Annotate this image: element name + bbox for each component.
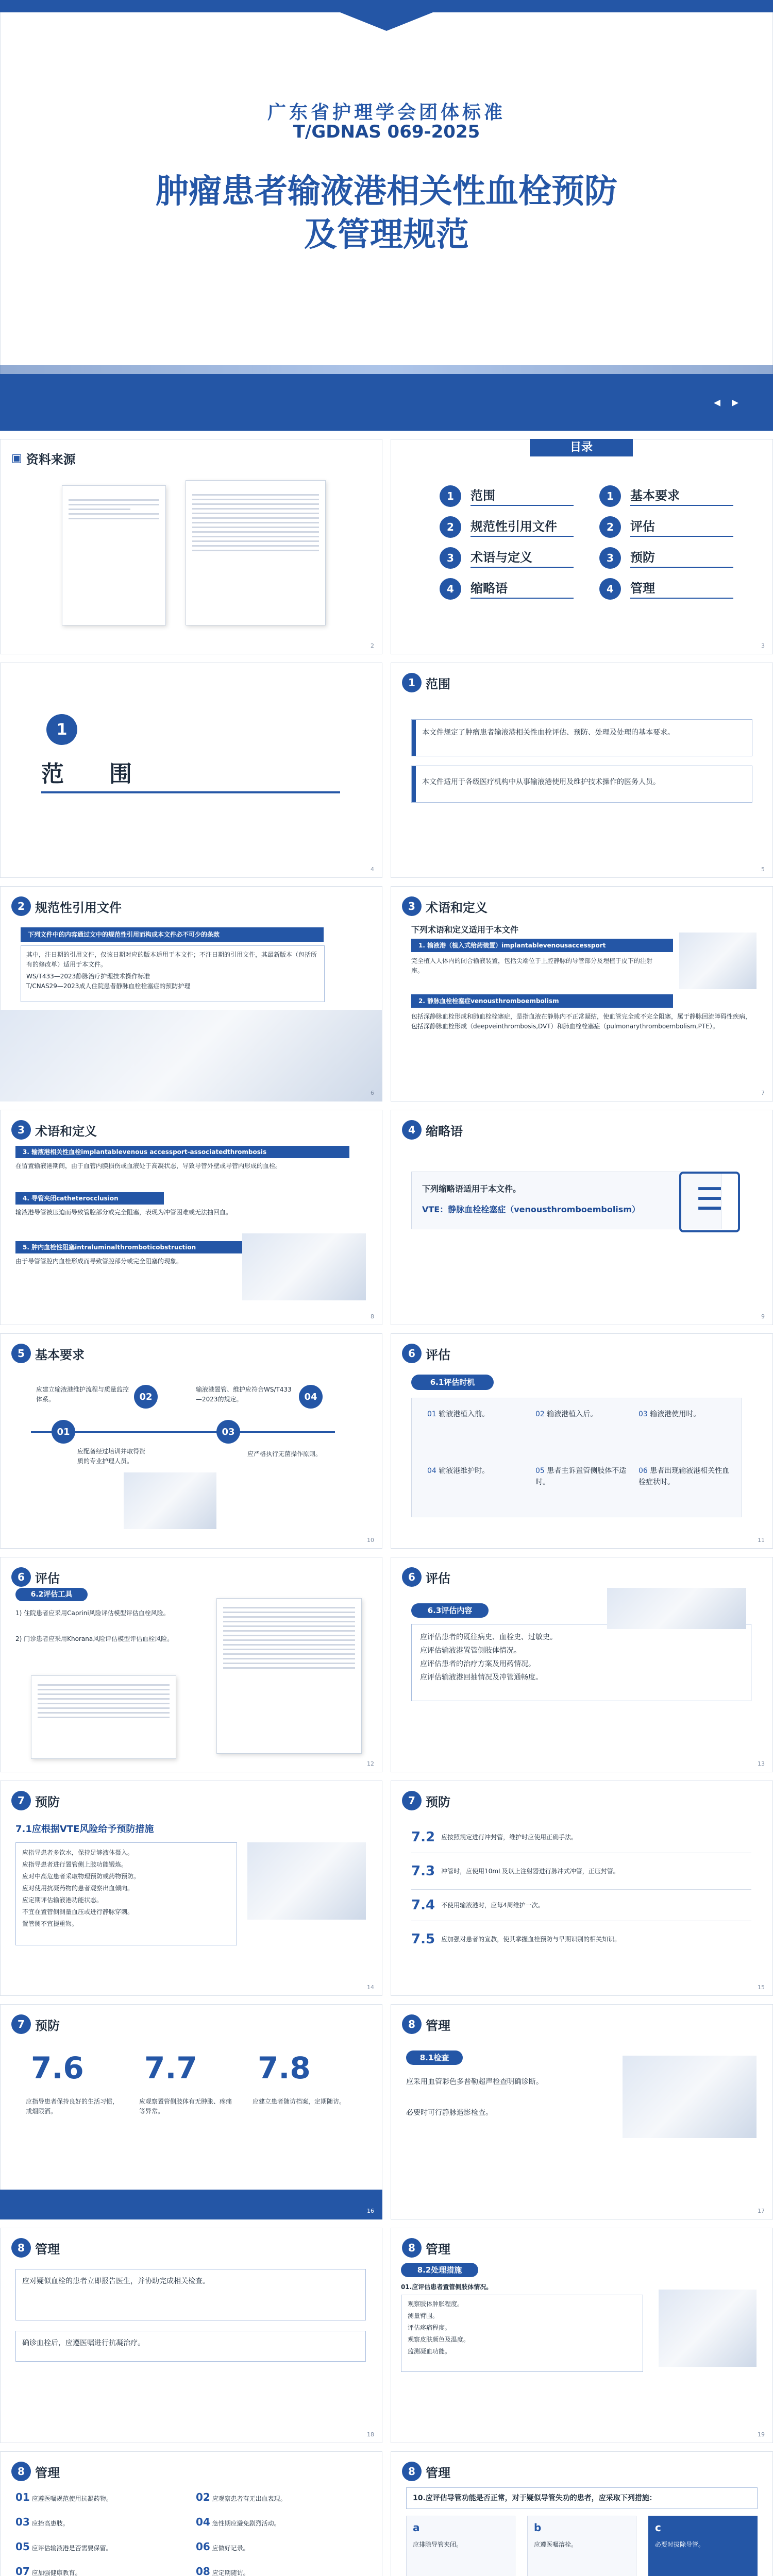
toc-item[interactable]: 4 管理 [599,578,733,600]
basic-slide: 5 基本要求 01 应配备经过培训并取得资质的专业护理人员。 02 应建立输液港维护流程与质量监控体系。 03 应严格执行无菌操作原则。 04 输液港置管、维护应符合WS/T433—2023的规定。 10 [0,1333,382,1549]
scope-slide: 1 范围 本文件规定了肿瘤患者输液港相关性血栓评估、预防、处理及处理的基本要求。 本文件适用于各级医疗机构中从事输液港使用及维护技术操作的医务人员。 5 [391,663,773,878]
section-number: 1 [46,714,77,745]
assess2-slide: 6 评估 6.2评估工具 1) 住院患者应采用Caprini风险评估模型评估血栓风险。 2) 门诊患者应采用Khorana风险评估模型评估血栓风险。 12 [0,1557,382,1772]
section-cover-slide: 1 范 围 4 [0,663,382,878]
toc-item[interactable]: 2 评估 [599,516,733,538]
medical-photo [0,1010,382,1101]
medical-photo [623,2056,757,2138]
vein-illustration [679,933,757,989]
terms2-slide: 3 术语和定义 3. 输液港相关性血栓implantablevenous accessport-associatedthrombosis 在留置输液港期间，由于血管内膜损伤或血液处于高凝状态，导致导管外壁或导管内形成的血栓。 4. 导管夹闭catheterocclusion 输液港导管被压迫而导致管腔部分或完全阻塞，表现为冲管困难或无法抽回血。 5. 肿内血栓性阻塞intraluminalthromboticobstruction 由于导管管腔内血栓形成而导致管腔部分或完全阻塞的现象。 8 [0,1110,382,1325]
toc-slide: 目录 1 范围 1 基本要求 2 规范性引用文件 2 评估 3 术语与定义 3 预防 4 缩略语 4 管理 3 [391,439,773,654]
vein-illustration [242,1233,366,1300]
toc-item[interactable]: 1 范围 [440,485,574,507]
abbr-slide: 4 缩略语 下列缩略语适用于本文件。 VTE：静脉血栓栓塞症（venousthromboembolism） ☰ 9 [391,1110,773,1325]
toc-item[interactable]: 3 术语与定义 [440,547,574,569]
document-page-image [186,480,326,625]
mgmt1-slide: 8 管理 8.1检查 应采用血管彩色多普勒超声检查明确诊断。 必要时可行静脉造影检查。 17 [391,2004,773,2219]
top-banner [0,0,773,31]
assess3-slide: 6 评估 6.3评估内容 应评估患者的既往病史、血栓史、过敏史。 应评估输液港置管侧肢体情况。 应评估患者的治疗方案及用药情况。 应评估输液港回抽情况及冲管通畅度。 13 [391,1557,773,1772]
toc-item[interactable]: 2 规范性引用文件 [440,516,574,538]
source-slide: ▣ 资料来源 2 [0,439,382,654]
timeline [31,1431,335,1433]
mgmt5-slide: 8 管理 10.应评估导管功能是否正常，对于疑似导管失功的患者，应采取下列措施： a 应排除导管夹闭。 b 应遵医嘱溶栓。 c 必要时拔除导管。 [391,2451,773,2576]
toc-item[interactable]: 4 缩略语 [440,578,574,600]
medical-photo [124,1472,216,1529]
option-a: a 应排除导管夹闭。 [406,2516,515,2576]
mgmt5-head-box: 10.应评估导管功能是否正常，对于疑似导管失功的患者，应采取下列措施： [406,2487,758,2509]
prev2-slide: 7 预防 7.2 应按照规定进行冲封管，维护时应使用正确手法。 7.3 冲管时，应使用10mL及以上注射器进行脉冲式冲管，正压封管。 7.4 不使用输液港时，应每4周维护一次。 7.5 应加强对患者的宣教，使其掌握血栓预防与早期识别的相关知识。 15 [391,1781,773,1996]
medical-photo [607,1588,746,1629]
mgmt2-slide: 8 管理 应对疑似血栓的患者立即报告医生，并协助完成相关检查。 确诊血栓后，应遵医嘱进行抗凝治疗。 18 [0,2228,382,2443]
clipboard-icon: ☰ [679,1172,740,1232]
mgmt-note-1: 应对疑似血栓的患者立即报告医生，并协助完成相关检查。 [15,2269,366,2320]
prevention-items: 7.2 应按照规定进行冲封管，维护时应使用正确手法。 7.3 冲管时，应使用10mL及以上注射器进行脉冲式冲管，正压封管。 7.4 不使用输液港时，应每4周维护一次。 7.5 应加强对患者的宣教，使其掌握血栓预防与早期识别的相关知识。 [411,1822,751,1957]
toc-item[interactable]: 1 基本要求 [599,485,733,507]
option-c: c 必要时拔除导管。 [648,2516,758,2576]
divider [41,791,340,793]
prevention-list: 应指导患者多饮水，保持足够液体摄入。 应指导患者进行置管侧上肢功能锻炼。 应对中高危患者采取物理预防或药物预防。 应对使用抗凝药物的患者观察出血倾向。 应定期评估输液港功能状态。 不宜在置管侧测量血压或进行静脉穿刺。 置管侧不宜提重物。 [15,1842,237,1945]
references-box: 其中，注日期的引用文件，仅该日期对应的版本适用于本文件；不注日期的引用文件，其最新版本（包括所有的修改单）适用于本文件。 WS/T433—2023静脉治疗护理技术操作标准 T/CNAS29—2023成人住院患者静脉血栓栓塞症的预防护理 [21,945,325,1002]
standard-code: T/GDNAS 069-2025 [293,122,480,142]
timing-grid: 01 输液港植入前。 02 输液港植入后。 03 输液港使用时。 04 输液港维护时。 05 患者主诉置管侧肢体不适时。 06 患者出现输液港相关性血栓症状时。 [411,1398,742,1517]
terms1-slide: 3 术语和定义 下列术语和定义适用于本文件 1. 输液港（植入式给药装置）implantablevenousaccessport 完全植入人体内的闭合输液装置，包括尖端位于上腔静脉的导管部分及埋植于皮下的注射座。 2. 静脉血栓栓塞症venousthromboembolism 包括深静脉血栓形成和肺血栓栓塞症，是指血液在静脉内不正常凝结，使血管完全或不完全阻塞，属于静脉回流障碍性疾病，包括深静脉血栓形成（deepveinthrombosis,DVT）和肺血栓栓塞症（pulmonarythromboembolism,PTE）。 7 [391,886,773,1101]
assess1-slide: 6 评估 6.1评估时机 01 输液港植入前。 02 输液港植入后。 03 输液港使用时。 04 输液港维护时。 05 患者主诉置管侧肢体不适时。 06 患者出现输液港相关性血栓症状时。 11 [391,1333,773,1549]
references-slide: 2 规范性引用文件 下列文件中的内容通过文中的规范性引用而构成本文件必不可少的条款 其中，注日期的引用文件，仅该日期对应的版本适用于本文件；不注日期的引用文件，其最新版本（包括所有的修改单）适用于本文件。 WS/T433—2023静脉治疗护理技术操作标准 T/CNAS29—2023成人住院患者静脉血栓栓塞症的预防护理 6 [0,886,382,1101]
medical-photo [247,1842,366,1920]
mgmt-note-2: 确诊血栓后，应遵医嘱进行抗凝治疗。 [15,2331,366,2362]
arrow-right-icon: ▸ [732,395,739,410]
medical-photo [659,2290,757,2367]
mgmt-item-grid: 01 应遵医嘱规范使用抗凝药物。 02 应观察患者有无出血表现。 03 应抬高患肢。 04 急性期应避免剧烈活动。 05 应评估输液港是否需要保留。 06 应做好记录。 07 应加强健康教育。 08 应定期随访。 [15,2491,287,2576]
mgmt3-slide: 8 管理 8.2处理措施 01.应评估患者置管侧肢体情况。 观察肢体肿胀程度。 测量臂围。 评估疼痛程度。 观察皮肤颜色及温度。 监测凝血功能。 19 [391,2228,773,2443]
option-b: b 应遵医嘱溶栓。 [527,2516,636,2576]
prev1-slide: 7 预防 7.1应根据VTE风险给予预防措施 应指导患者多饮水，保持足够液体摄入。 应指导患者进行置管侧上肢功能锻炼。 应对中高危患者采取物理预防或药物预防。 应对使用抗凝药物的患者观察出血倾向。 应定期评估输液港功能状态。 不宜在置管侧测量血压或进行静脉穿刺。 置管侧不宜提重物。 14 [0,1781,382,1996]
arrow-left-icon: ◂ [714,395,721,410]
caprini-table [31,1675,176,1759]
document-cover-image [62,485,166,625]
title-slide [0,0,773,431]
scope-point-2: 本文件适用于各级医疗机构中从事输液港使用及维护技术操作的医务人员。 [411,766,752,803]
assess-content-list: 应评估患者的既往病史、血栓史、过敏史。 应评估输液港置管侧肢体情况。 应评估患者的治疗方案及用药情况。 应评估输液港回抽情况及冲管通畅度。 [411,1624,751,1701]
bottom-banner [0,374,773,431]
footer-band [0,2190,382,2219]
scope-point-1: 本文件规定了肿瘤患者输液港相关性血栓评估、预防、处理及处理的基本要求。 [411,719,752,756]
mgmt4-slide: 8 管理 01 应遵医嘱规范使用抗凝药物。 02 应观察患者有无出血表现。 03 应抬高患肢。 04 急性期应避免剧烈活动。 05 应评估输液港是否需要保留。 06 应做好记录。 07 应加强健康教育。 08 应定期随访。 [0,2451,382,2576]
doc-icon: ▣ [11,452,22,465]
khorana-table [216,1598,362,1754]
treatment-list: 观察肢体肿胀程度。 测量臂围。 评估疼痛程度。 观察皮肤颜色及温度。 监测凝血功能。 [401,2295,643,2372]
standard-org: 广东省护理学会团体标准 [267,102,506,123]
toc-item[interactable]: 3 预防 [599,547,733,569]
abbr-card: 下列缩略语适用于本文件。 VTE：静脉血栓栓塞症（venousthromboembolism） [411,1172,721,1229]
section-title: 范 围 [41,761,132,787]
toc-banner: 目录 [530,439,633,456]
prev3-slide: 7 预防 7.6 应指导患者保持良好的生活习惯，戒烟限酒。 7.7 应观察置管侧肢体有无肿胀、疼痛等异常。 7.8 应建立患者随访档案，定期随访。 16 [0,2004,382,2219]
main-title: 肿瘤患者输液港相关性血栓预防 及管理规范 [156,173,617,254]
